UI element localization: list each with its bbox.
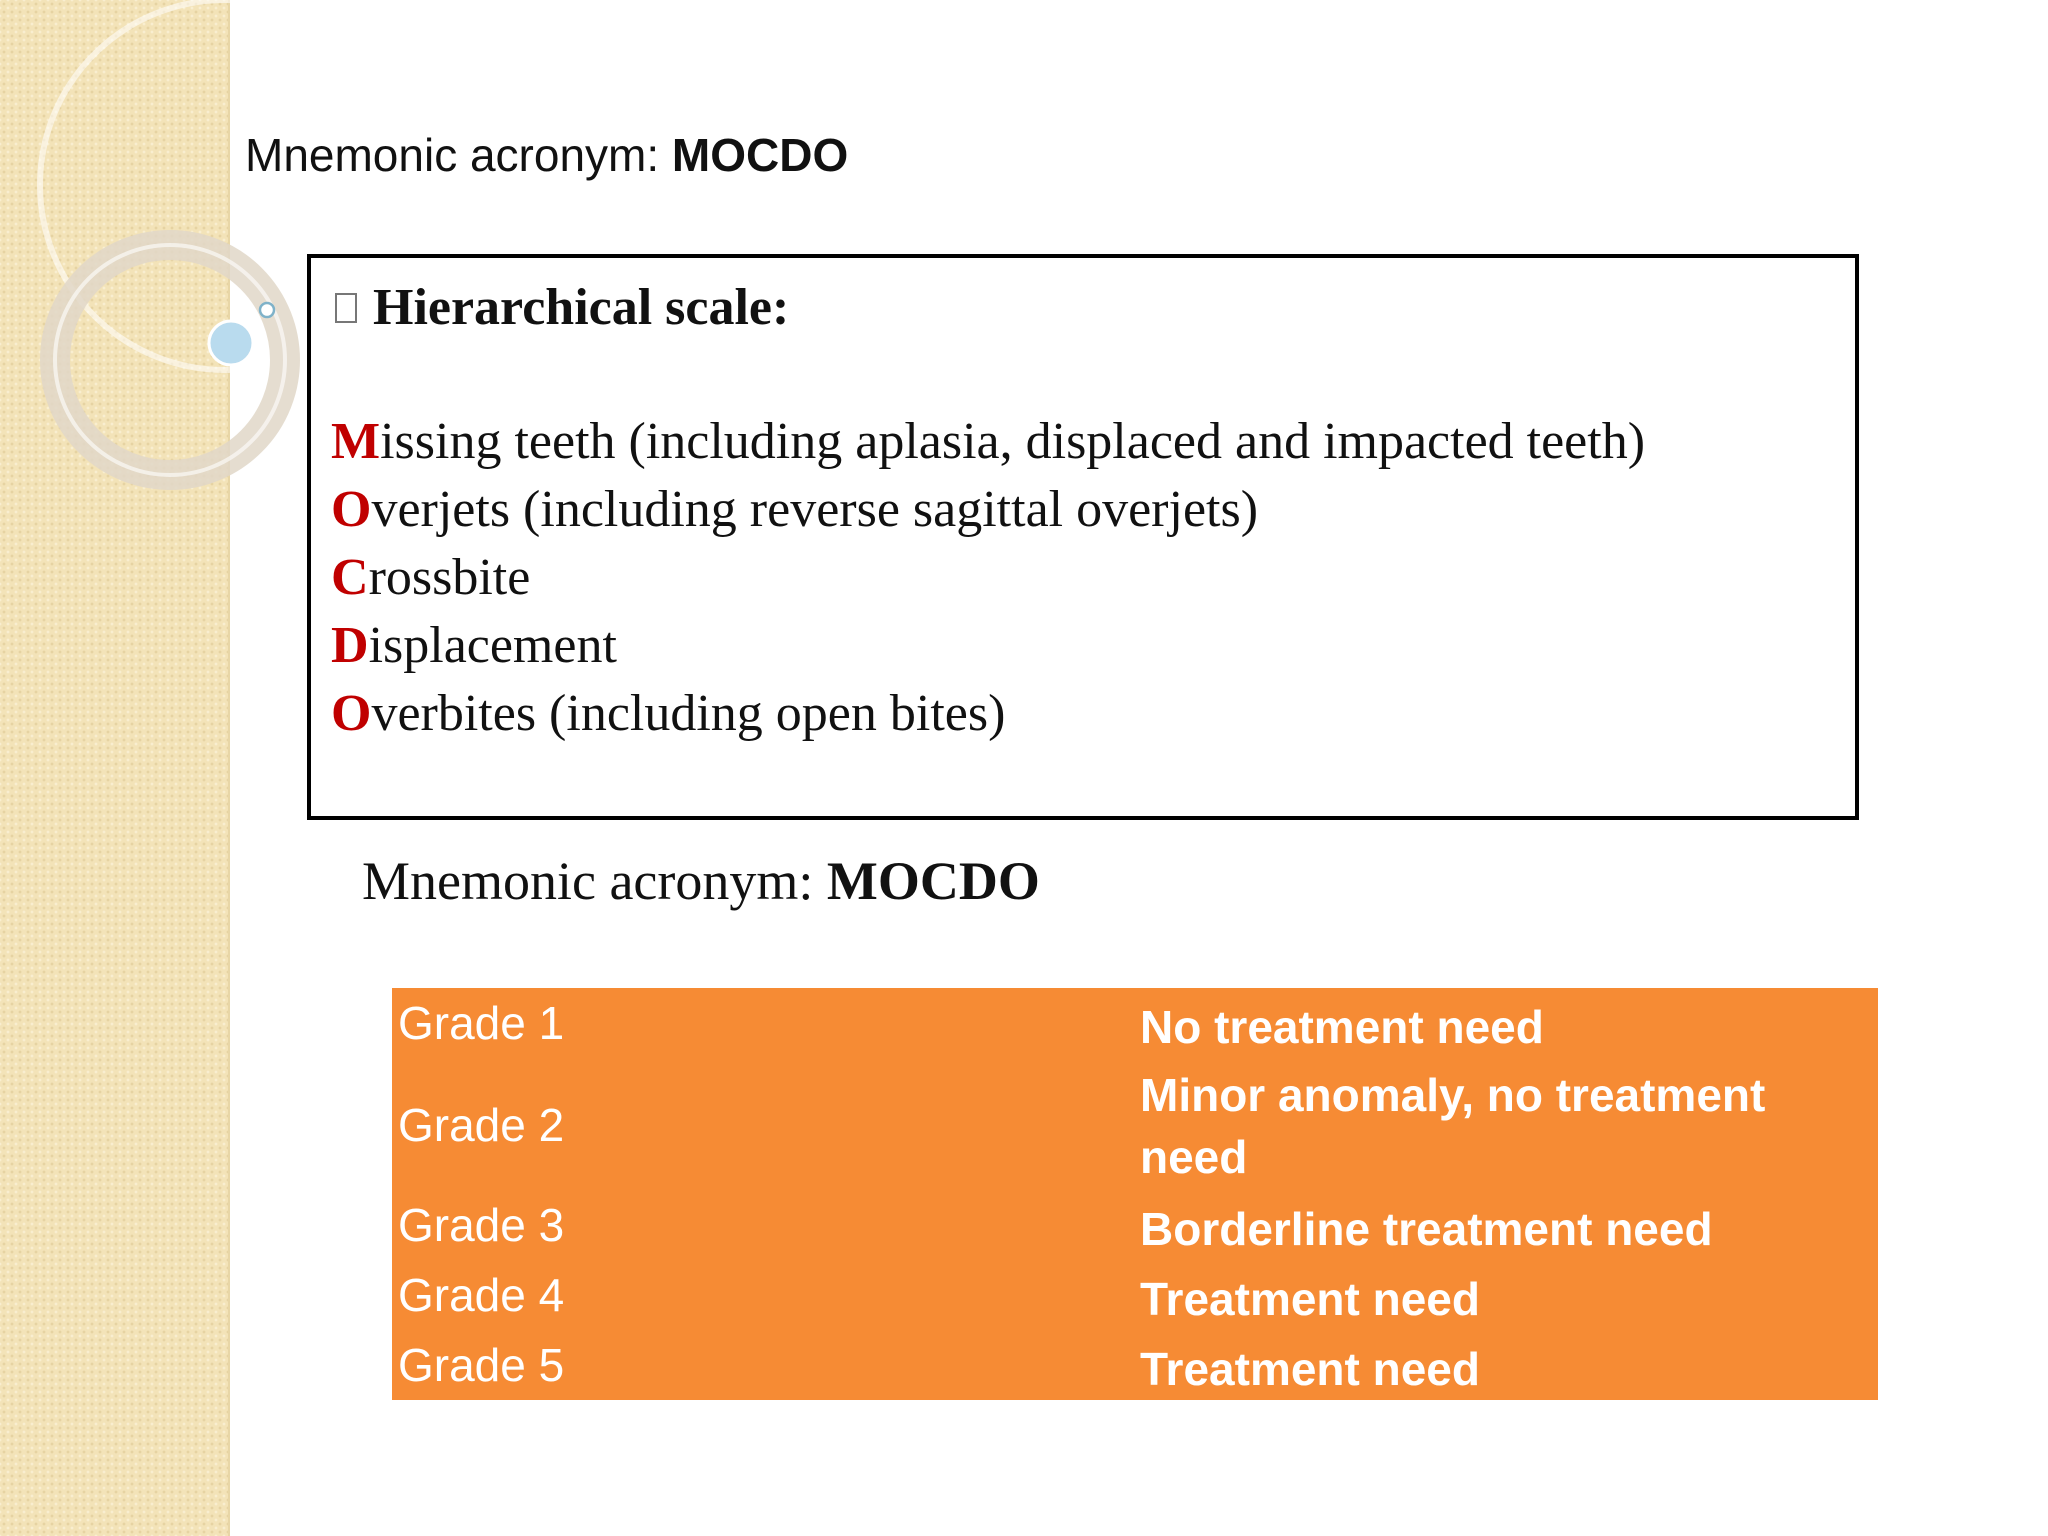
table-row	[392, 1268, 1878, 1328]
grade-label: Grade 3	[398, 1199, 565, 1251]
list-item-initial: C	[331, 549, 369, 606]
list-item-initial: D	[331, 617, 369, 674]
box-title	[335, 278, 789, 337]
grade-description: Minor anomaly, no treatment need	[1140, 1069, 1766, 1183]
list-item-initial: M	[331, 413, 381, 470]
list-item-initial: O	[331, 685, 372, 742]
box-title-text: Hierarchical scale:	[373, 279, 790, 336]
mid-heading-prefix: Mnemonic acronym:	[362, 851, 827, 911]
table-row	[392, 1338, 1878, 1398]
grade-description: No treatment need	[1140, 1001, 1544, 1053]
list-item	[331, 680, 1645, 748]
grade-label: Grade 4	[398, 1269, 565, 1321]
top-heading-prefix: Mnemonic acronym:	[245, 129, 672, 181]
decorative-rings	[0, 0, 300, 520]
list-item	[331, 408, 1645, 476]
grade-label: Grade 2	[398, 1099, 565, 1151]
list-item-text: rossbite	[368, 549, 531, 606]
list-item-text: verjets (including reverse sagittal overjets)	[371, 481, 1259, 538]
list-item	[331, 612, 1645, 680]
table-row	[392, 996, 1878, 1056]
mid-heading	[362, 850, 1040, 912]
grade-table	[392, 988, 1878, 1400]
checkbox-bullet-icon	[335, 293, 357, 323]
table-row	[392, 1064, 1878, 1188]
table-row	[392, 1198, 1878, 1258]
list-item-initial: O	[331, 481, 372, 538]
top-heading	[245, 128, 848, 182]
list-item-text: isplacement	[368, 617, 617, 674]
list-item-text: verbites (including open bites)	[371, 685, 1006, 742]
grade-description: Treatment need	[1140, 1273, 1480, 1325]
grade-description: Borderline treatment need	[1140, 1203, 1713, 1255]
mnemonic-list	[331, 408, 1645, 748]
hierarchical-scale-box	[307, 254, 1859, 820]
list-item-text: issing teeth (including aplasia, displaced and impacted teeth)	[380, 413, 1646, 470]
grade-description: Treatment need	[1140, 1343, 1480, 1395]
list-item	[331, 476, 1645, 544]
grade-label: Grade 5	[398, 1339, 565, 1391]
list-item	[331, 544, 1645, 612]
mid-heading-acronym: MOCDO	[826, 851, 1040, 911]
top-heading-acronym: MOCDO	[671, 129, 849, 181]
grade-label: Grade 1	[398, 997, 565, 1049]
